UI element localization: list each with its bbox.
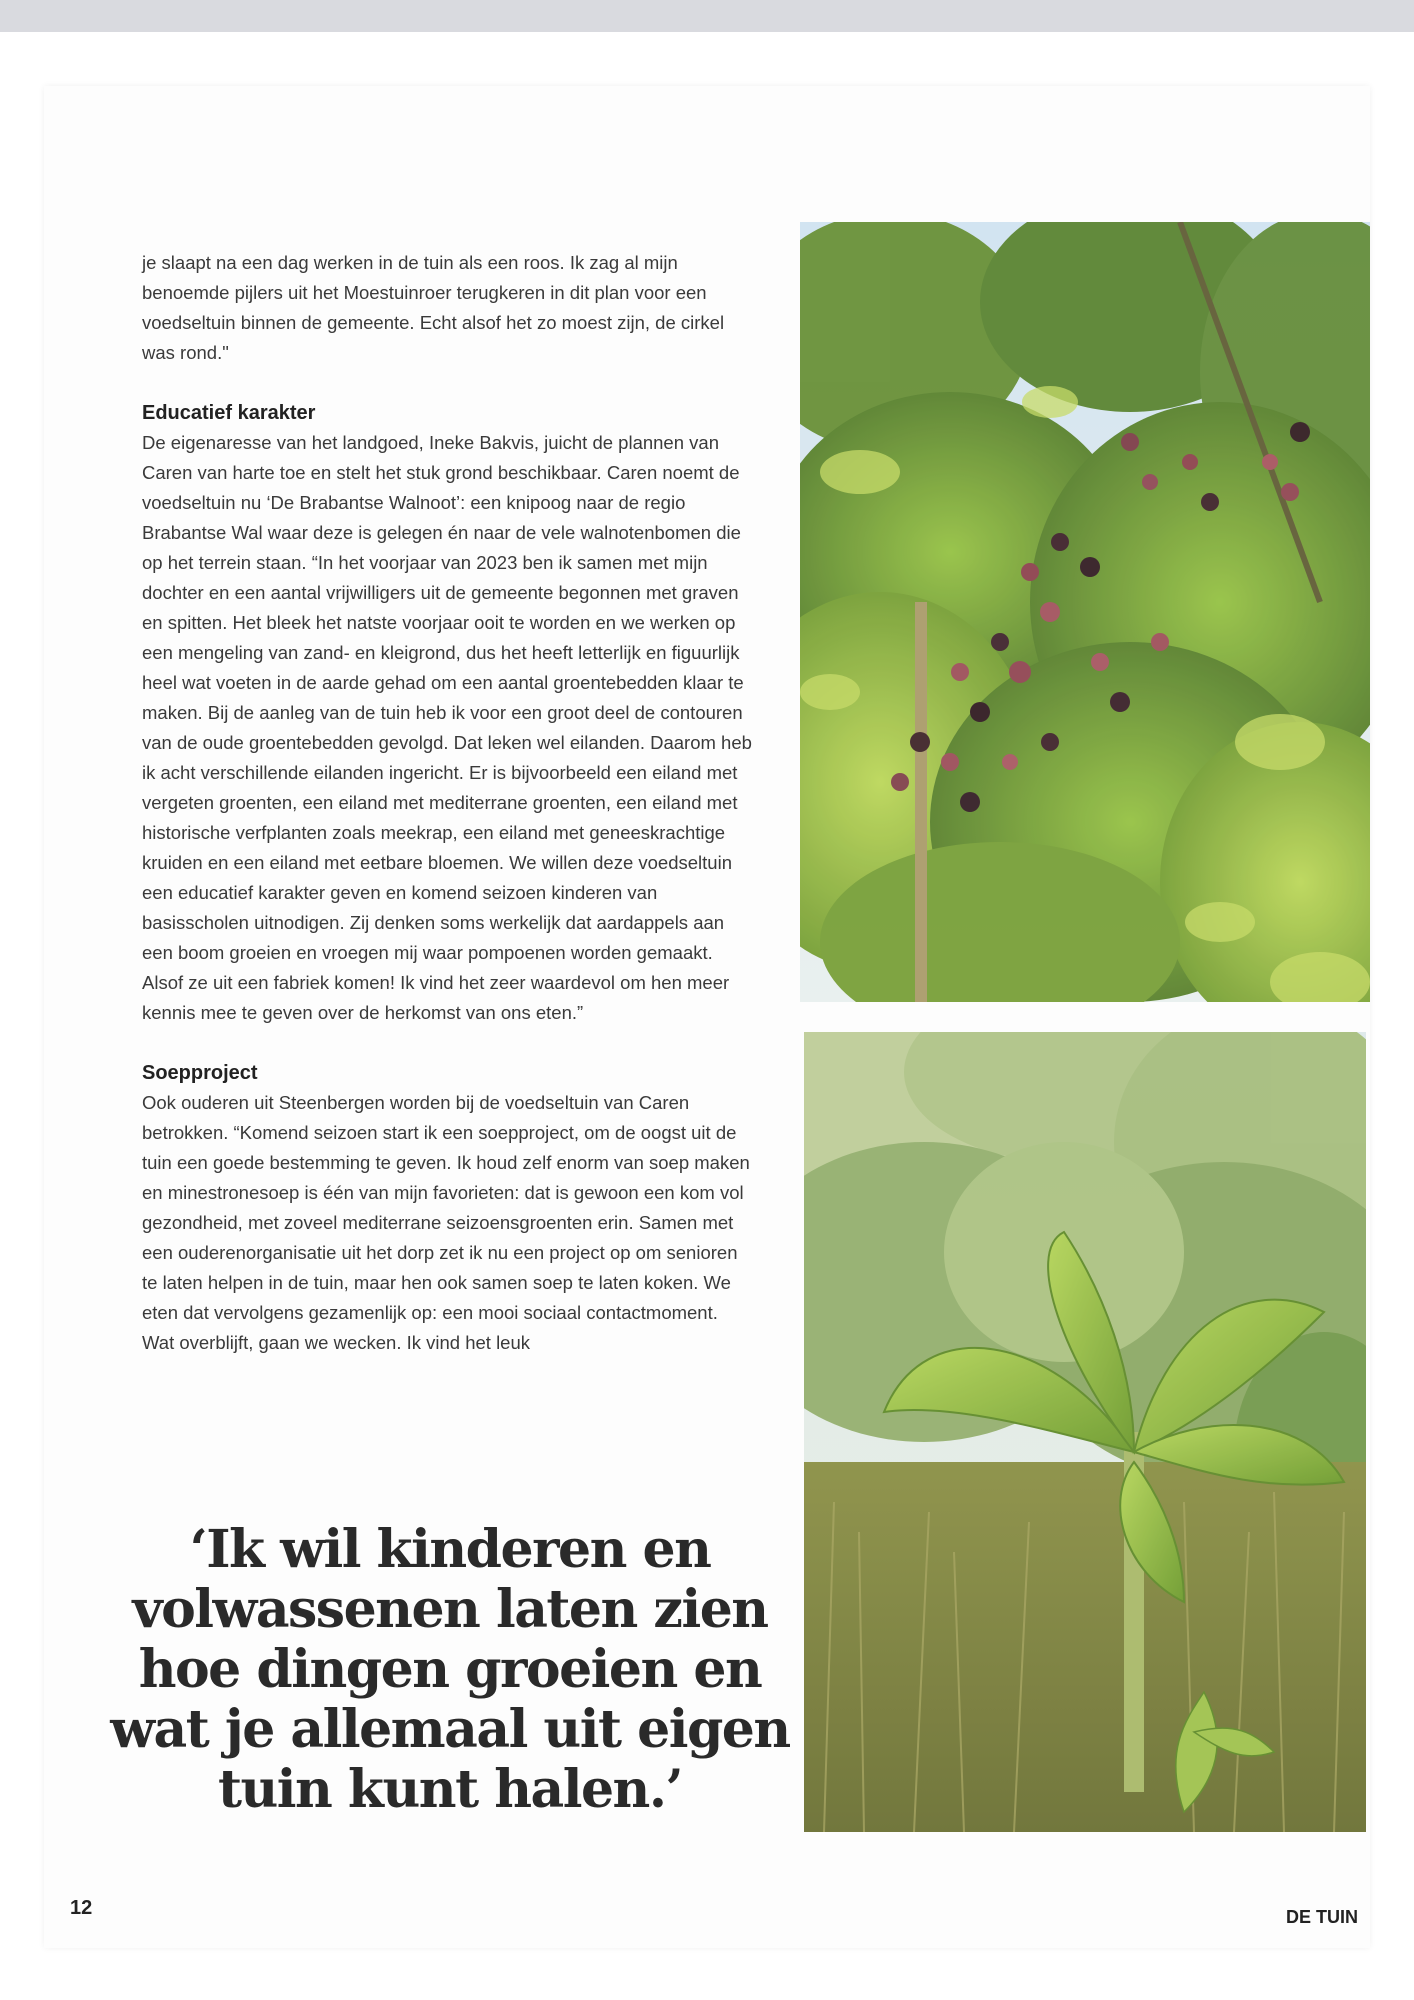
top-bar	[0, 0, 1414, 32]
blackberry-photo	[800, 222, 1370, 1002]
pull-quote: ‘Ik wil kinderen en volwassenen laten zien hoe dingen groeien en wat je allemaal uit eigen tuin kunt halen.’	[110, 1519, 790, 1820]
paragraph-intro: je slaapt na een dag werken in de tuin als een roos. Ik zag al mijn benoemde pijlers uit het Moestuinroer terugkeren in dit plan voor een voedseltuin binnen de gemeente. Echt alsof het zo moest zijn, de cirkel was rond."	[142, 252, 725, 363]
page-number: 12	[70, 1897, 93, 1919]
footer-magazine-name: DE TUIN	[1286, 1907, 1358, 1927]
heading-educatief: Educatief karakter	[142, 402, 316, 424]
paragraph-educatief: De eigenaresse van het landgoed, Ineke Bakvis, juicht de plannen van Caren van harte toe en stelt het stuk grond beschikbaar. Caren noemt de voedseltuin nu ‘De Brabantse Walnoot’: een knipoog naar de regio Brabantse Wal waar deze is gelegen én naar de vele walnotenbomen die op het terrein staan. “In het voorjaar van 2023 ben ik samen met mijn dochter en een aantal vrijwilligers uit de gemeente begonnen met graven en spitten. Het bleek het natste voorjaar ooit te worden en we werken op een mengeling van zand- en kleigrond, dus het heeft letterlijk en figuurlijk heel wat voeten in de aarde gehad om een aantal groentebedden klaar te maken. Bij de aanleg van de tuin heb ik voor een groot deel de contouren van de oude groentebedden gevolgd. Dat leken wel eilanden. Daarom heb ik acht verschillende eilanden ingericht. Er is bijvoorbeeld een eiland met vergeten groenten, een eiland met mediterrane groenten, een eiland met historische verfplanten zoals meekrap, een eiland met geneeskrachtige kruiden en een eiland met eetbare bloemen. We willen deze voedseltuin een educatief karakter geven en komend seizoen kinderen van basisscholen uitnodigen. Zij denken soms werkelijk dat aardappels aan een boom groeien en vroegen mij waar pompoenen worden gemaakt. Alsof ze uit een fabriek komen! Ik vind het zeer waardevol om hen meer kennis mee te geven over de herkomst van ons eten.”	[142, 432, 752, 1023]
heading-soepproject: Soepproject	[142, 1062, 258, 1084]
banana-plant-photo	[804, 1032, 1366, 1832]
article-column	[142, 248, 752, 1358]
paragraph-soepproject: Ook ouderen uit Steenbergen worden bij de voedseltuin van Caren betrokken. “Komend seizoen start ik een soepproject, om de oogst uit de tuin een goede bestemming te geven. Ik houd zelf enorm van soep maken en minestronesoep is één van mijn favorieten: dat is gewoon een kom vol gezondheid, met zoveel mediterrane seizoensgroenten erin. Samen met een ouderenorganisatie uit het dorp zet ik nu een project op om senioren te laten helpen in de tuin, maar hen ook samen soep te laten koken. We eten dat vervolgens gezamenlijk op: een mooi sociaal contactmoment. Wat overblijft, gaan we wecken. Ik vind het leuk	[142, 1092, 750, 1353]
